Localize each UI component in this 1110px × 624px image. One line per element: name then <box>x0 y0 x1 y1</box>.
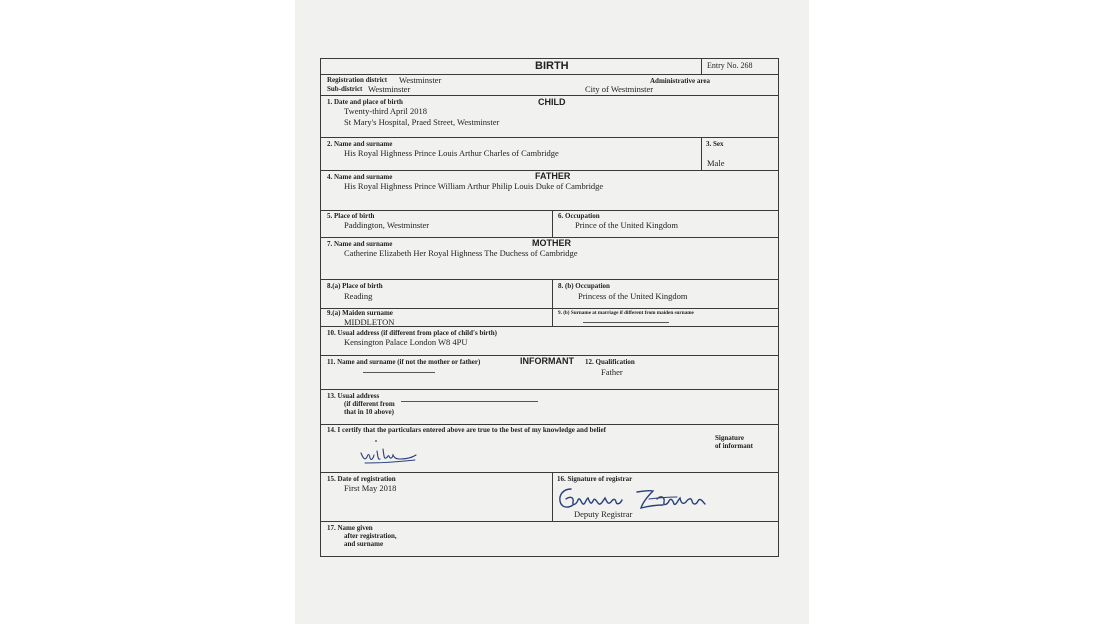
mother-heading: MOTHER <box>532 238 571 248</box>
signature-of-informant-label-line-2: of informant <box>715 442 753 450</box>
field-17-name-after-registration <box>321 522 778 556</box>
field-2-3-row <box>321 138 778 171</box>
field-10-label: 10. Usual address (if different from place of child's birth) <box>327 329 497 337</box>
informant-heading: INFORMANT <box>520 356 574 366</box>
father-heading: FATHER <box>535 171 571 181</box>
child-heading: CHILD <box>538 97 566 107</box>
field-1-date: Twenty-third April 2018 <box>344 106 427 116</box>
field-8b-value: Princess of the United Kingdom <box>578 291 688 301</box>
field-14-label: 14. I certify that the particulars entered above are true to the best of my knowledge and belief <box>327 426 606 434</box>
registration-district-value: Westminster <box>399 75 442 85</box>
field-13-label-line-2: (if different from <box>344 400 395 408</box>
field-1-date-place <box>321 96 778 138</box>
certificate-title: BIRTH <box>535 60 569 72</box>
field-14-certification <box>321 425 778 473</box>
field-9a-label: 9.(a) Maiden surname <box>327 309 393 317</box>
field-1-place: St Mary's Hospital, Praed Street, Westminster <box>344 117 500 127</box>
field-4-father-name <box>321 171 778 211</box>
sub-district-value: Westminster <box>368 84 411 94</box>
field-7-value: Catherine Elizabeth Her Royal Highness The Duchess of Cambridge <box>344 248 578 258</box>
field-9-row <box>321 309 778 327</box>
field-2-value: His Royal Highness Prince Louis Arthur Charles of Cambridge <box>344 148 559 158</box>
field-3-value: Male <box>707 158 725 168</box>
field-8b-label: 8. (b) Occupation <box>558 282 610 290</box>
field-3-label: 3. Sex <box>706 140 724 148</box>
field-17-label-line-3: and surname <box>344 540 384 548</box>
administrative-area-label: Administrative area <box>650 77 710 85</box>
field-12-label: 12. Qualification <box>585 358 635 366</box>
field-16-label: 16. Signature of registrar <box>557 475 633 483</box>
field-9b-label: 9. (b) Surname at marriage if different from maiden surname <box>558 310 694 316</box>
entry-number: Entry No. 268 <box>707 61 753 70</box>
field-4-value: His Royal Highness Prince William Arthur Philip Louis Duke of Cambridge <box>344 181 604 191</box>
field-10-address <box>321 327 778 356</box>
field-17-label: 17. Name given <box>327 524 373 532</box>
field-5-6-row <box>321 211 778 238</box>
field-11-blank-line <box>363 372 435 373</box>
district-row <box>321 75 778 96</box>
header-row <box>321 59 778 75</box>
field-11-12-row <box>321 356 778 390</box>
field-9b-blank-line <box>583 322 669 323</box>
field-11-label: 11. Name and surname (if not the mother or father) <box>327 358 481 366</box>
field-13-label-line-3: that in 10 above) <box>344 408 394 416</box>
field-15-value: First May 2018 <box>344 483 397 493</box>
field-15-label: 15. Date of registration <box>327 475 396 483</box>
field-8a-value: Reading <box>344 291 373 301</box>
field-1-label: 1. Date and place of birth <box>327 98 403 106</box>
field-8a-label: 8.(a) Place of birth <box>327 282 383 290</box>
field-7-mother-name <box>321 238 778 280</box>
field-13-informant-address <box>321 390 778 425</box>
registration-district-label: Registration district <box>327 76 388 84</box>
administrative-area-value: City of Westminster <box>585 84 654 94</box>
registrar-title: Deputy Registrar <box>574 509 633 519</box>
field-10-value: Kensington Palace London W8 4PU <box>344 337 468 347</box>
signature-of-informant-label: Signature <box>715 434 745 442</box>
field-4-label: 4. Name and surname <box>327 173 393 181</box>
field-8-row <box>321 280 778 309</box>
field-9a-value: MIDDLETON <box>344 317 395 327</box>
field-7-label: 7. Name and surname <box>327 240 393 248</box>
birth-certificate-form <box>320 58 779 557</box>
field-12-value: Father <box>601 367 623 377</box>
field-6-value: Prince of the United Kingdom <box>575 220 678 230</box>
field-5-label: 5. Place of birth <box>327 212 375 220</box>
field-15-16-row <box>321 473 778 522</box>
field-6-label: 6. Occupation <box>558 212 600 220</box>
field-13-label: 13. Usual address <box>327 392 380 400</box>
sub-district-label: Sub-district <box>327 85 363 93</box>
field-17-label-line-2: after registration, <box>344 532 397 540</box>
field-5-value: Paddington, Westminster <box>344 220 430 230</box>
informant-signature <box>355 438 435 468</box>
field-13-blank-line <box>401 401 538 402</box>
field-2-label: 2. Name and surname <box>327 140 393 148</box>
